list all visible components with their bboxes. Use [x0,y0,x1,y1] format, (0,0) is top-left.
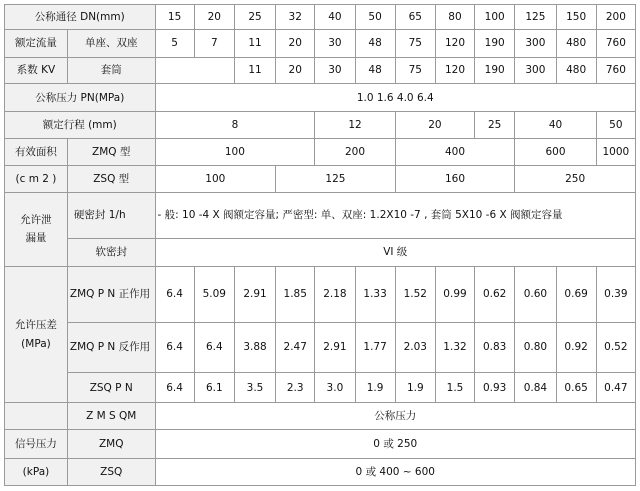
dp-zmq-forward-value: 1.52 [395,267,435,323]
signal-zmq-label: ZMQ [67,430,155,459]
area-zmq-value: 100 [155,139,315,166]
signal-label-line2: (kPa) [5,459,68,486]
nominal-pressure-value: 1.0 1.6 4.0 6.4 [155,84,635,112]
kv-sd-value: 30 [315,29,355,57]
dp-zmq-reverse-row [5,322,636,373]
dp-zmq-forward-value: 2.18 [315,267,355,323]
dp-zmq-reverse-value: 1.77 [355,322,395,373]
dp-label-line2: (MPa) [21,337,51,350]
kv-sd-value: 48 [355,29,395,57]
dp-zmq-reverse-value: 2.91 [315,322,355,373]
dp-zsq-value: 3.5 [234,373,275,403]
kv-single-double-row [5,29,636,57]
dp-zmq-forward-value: 0.99 [435,267,474,323]
dn-value: 20 [194,5,234,30]
dp-zsq-value: 1.9 [355,373,395,403]
dp-zmq-forward-value: 0.60 [515,267,556,323]
area-zmq-row [5,139,636,166]
dp-zmq-reverse-value: 0.80 [515,322,556,373]
valve-spec-table [4,4,636,486]
dp-zmq-forward-value: 1.33 [355,267,395,323]
area-zmq-value: 200 [315,139,395,166]
signal-zsq-row [5,459,636,486]
kv-sd-value: 190 [475,29,515,57]
dp-zmq-reverse-label: ZMQ P N 反作用 [67,322,155,373]
signal-zsq-label: ZSQ [67,459,155,486]
dn-value: 32 [276,5,315,30]
dn-value: 125 [515,5,556,30]
dn-value: 200 [596,5,635,30]
dp-zsq-value: 0.84 [515,373,556,403]
dp-zmq-reverse-value: 6.4 [155,322,194,373]
stroke-value: 20 [395,112,474,139]
nominal-pressure-row [5,84,636,112]
dp-zmq-reverse-value: 0.92 [556,322,596,373]
kv-cage-value: 30 [315,57,355,84]
dp-label [5,267,68,403]
dp-zmq-forward-value: 6.4 [155,267,194,323]
stroke-value: 40 [515,112,596,139]
leakage-label-line1: 允许泄 [20,214,52,227]
kv-cage-value: 300 [515,57,556,84]
dn-value: 150 [556,5,596,30]
dp-zmq-reverse-value: 0.52 [596,322,635,373]
dp-zsq-value: 0.47 [596,373,635,403]
area-zsq-row [5,165,636,192]
dp-zsq-value: 0.65 [556,373,596,403]
dp-zmq-reverse-value: 2.47 [276,322,315,373]
leakage-soft-value: VI 级 [155,239,635,267]
dp-zsq-row [5,373,636,403]
dn-value: 40 [315,5,355,30]
stroke-value: 8 [155,112,315,139]
dn-value: 100 [475,5,515,30]
nominal-pressure-label: 公称压力 PN(MPa) [5,84,156,112]
kv-label-line2: 系数 KV [5,57,68,84]
dp-zsq-value: 6.1 [194,373,234,403]
dn-value: 50 [355,5,395,30]
kv-sd-value: 5 [155,29,194,57]
dp-zmq-reverse-value: 0.83 [475,322,515,373]
kv-label-line1: 额定流量 [5,29,68,57]
stroke-value: 12 [315,112,395,139]
leakage-hard-label: 硬密封 1/h [67,192,155,238]
kv-cage-label: 套筒 [67,57,155,84]
dp-zsq-label: ZSQ P N [67,373,155,403]
area-zsq-value: 125 [276,165,396,192]
kv-cage-row [5,57,636,84]
kv-cage-value: 480 [556,57,596,84]
rated-stroke-label: 额定行程 (mm) [5,112,156,139]
signal-zmq-row [5,430,636,459]
dn-value: 80 [435,5,474,30]
leakage-hard-row [5,192,636,238]
kv-sd-value: 120 [435,29,474,57]
dn-value: 25 [234,5,275,30]
area-zmq-value: 600 [515,139,596,166]
kv-cage-value: 48 [355,57,395,84]
zmsqm-value: 公称压力 [155,403,635,430]
area-zsq-value: 100 [155,165,276,192]
area-label-line1: 有效面积 [5,139,68,166]
stroke-value: 25 [475,112,515,139]
kv-single-double-label: 单座、双座 [67,29,155,57]
kv-sd-value: 480 [556,29,596,57]
kv-cage-value: 760 [596,57,635,84]
area-zsq-value: 160 [395,165,515,192]
kv-cage-value: 120 [435,57,474,84]
leakage-label-line2: 漏量 [25,232,47,245]
leakage-soft-row [5,239,636,267]
stroke-value: 50 [596,112,635,139]
zmsqm-empty-label [5,403,68,430]
signal-label-line1: 信号压力 [5,430,68,459]
kv-cage-value: 20 [276,57,315,84]
zmsqm-label: Z M S QM [67,403,155,430]
dp-zsq-value: 0.93 [475,373,515,403]
kv-sd-value: 300 [515,29,556,57]
dp-zsq-value: 3.0 [315,373,355,403]
dp-zsq-value: 1.5 [435,373,474,403]
kv-sd-value: 11 [234,29,275,57]
dp-label-line1: 允许压差 [14,319,57,332]
dn-value: 65 [395,5,435,30]
signal-zmq-value: 0 或 250 [155,430,635,459]
signal-zsq-value: 0 或 400 ~ 600 [155,459,635,486]
dp-zmq-forward-label: ZMQ P N 正作用 [67,267,155,323]
kv-cage-value: 75 [395,57,435,84]
dn-value: 15 [155,5,194,30]
dp-zmq-reverse-value: 1.32 [435,322,474,373]
dp-zmq-forward-value: 1.85 [276,267,315,323]
leakage-label [5,192,68,266]
dp-zsq-value: 2.3 [276,373,315,403]
kv-sd-value: 760 [596,29,635,57]
dp-zmq-reverse-value: 3.88 [234,322,275,373]
dp-zsq-value: 1.9 [395,373,435,403]
dp-zmq-forward-value: 0.69 [556,267,596,323]
leakage-hard-value: - 般: 10 -4 X 阀额定容量; 严密型: 单、双座: 1.2X10 -7 , 套筒 5X10 -6 X 阀额定容量 [155,192,635,238]
kv-cage-empty [155,57,234,84]
area-zmq-label: ZMQ 型 [67,139,155,166]
dp-zmq-forward-value: 5.09 [194,267,234,323]
dp-zmq-reverse-value: 2.03 [395,322,435,373]
area-zmq-value: 1000 [596,139,635,166]
kv-cage-value: 11 [234,57,275,84]
nominal-diameter-row [5,5,636,30]
nominal-diameter-label: 公称通径 DN(mm) [5,5,156,30]
dp-zmq-reverse-value: 6.4 [194,322,234,373]
zmsqm-row [5,403,636,430]
area-zsq-label: ZSQ 型 [67,165,155,192]
kv-sd-value: 75 [395,29,435,57]
dp-zmq-forward-value: 0.39 [596,267,635,323]
dp-zmq-forward-row [5,267,636,323]
area-zmq-value: 400 [395,139,515,166]
area-zsq-value: 250 [515,165,636,192]
leakage-soft-label: 软密封 [67,239,155,267]
dp-zmq-forward-value: 0.62 [475,267,515,323]
kv-sd-value: 20 [276,29,315,57]
area-label-line2: (c m 2 ) [5,165,68,192]
dp-zmq-forward-value: 2.91 [234,267,275,323]
rated-stroke-row [5,112,636,139]
dp-zsq-value: 6.4 [155,373,194,403]
kv-sd-value: 7 [194,29,234,57]
kv-cage-value: 190 [475,57,515,84]
